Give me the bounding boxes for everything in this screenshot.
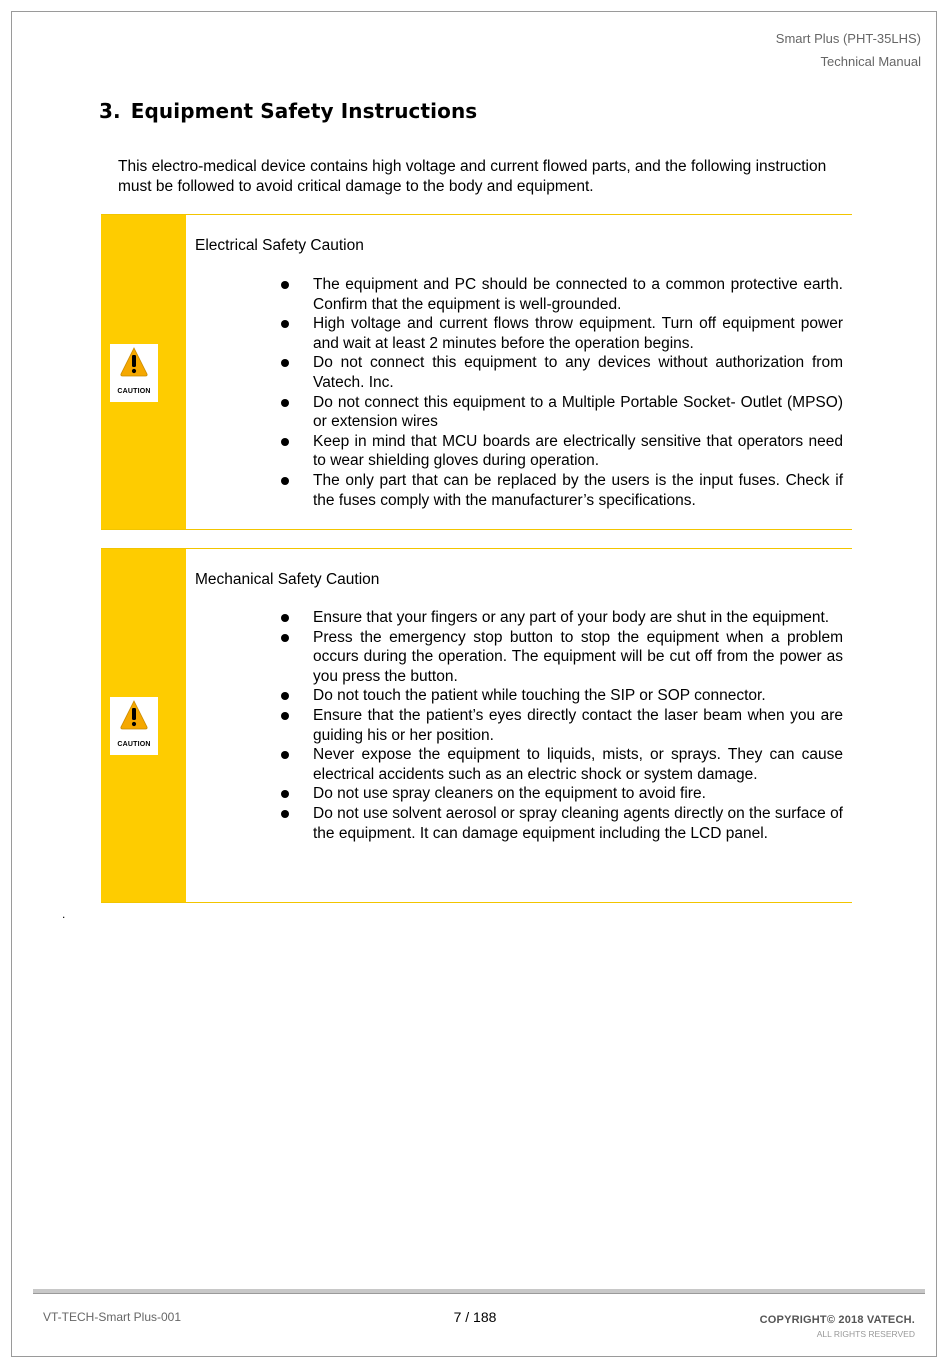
- section-intro: This electro-medical device contains high voltage and current flowed parts, and the following instruction must be followed to avoid critical damage to the body and equipment.: [118, 158, 827, 195]
- caution-icon: [110, 344, 158, 402]
- bullet-icon: [281, 320, 289, 328]
- bullet-icon: [281, 399, 289, 407]
- footer-rights: ALL RIGHTS RESERVED: [816, 1329, 915, 1339]
- page-total: 188: [473, 1309, 497, 1325]
- list-item: The equipment and PC should be connected to a common protective earth. Confirm that the equipment is well-grounded.: [281, 275, 843, 314]
- caution-sidebar: [101, 549, 186, 902]
- list-item: The only part that can be replaced by the users is the input fuses. Check if the fuses comply with the manufacturer’s specifications.: [281, 471, 843, 510]
- list-item: Do not connect this equipment to a Multiple Portable Socket- Outlet (MPSO) or extension wires: [281, 393, 843, 432]
- bullet-icon: [281, 614, 289, 622]
- list-item: Do not touch the patient while touching the SIP or SOP connector.: [281, 686, 843, 706]
- caution-icon-label: CAUTION: [117, 388, 151, 395]
- list-item: Do not use spray cleaners on the equipment to avoid fire.: [281, 784, 843, 804]
- bullet-icon: [281, 634, 289, 642]
- list-item: Ensure that your fingers or any part of your body are shut in the equipment.: [281, 608, 843, 628]
- bullet-icon: [281, 712, 289, 720]
- mechanical-caution-box: [101, 548, 852, 903]
- list-item: Press the emergency stop button to stop the equipment when a problem occurs during the operation. The equipment will be cut off from the power as you press the button.: [281, 628, 843, 687]
- list-item: Never expose the equipment to liquids, mists, or sprays. They can cause electrical accidents such as an electric shock or system damage.: [281, 745, 843, 784]
- bullet-icon: [281, 810, 289, 818]
- footer-copyright: COPYRIGHT© 2018 VATECH.: [759, 1314, 915, 1326]
- header-product: Smart Plus (PHT-35LHS): [775, 31, 921, 46]
- bullet-icon: [281, 692, 289, 700]
- bullet-icon: [281, 790, 289, 798]
- footer-rule: [33, 1289, 925, 1294]
- bullet-icon: [281, 751, 289, 759]
- list-item: Do not use solvent aerosol or spray cleaning agents directly on the surface of the equipment. It can damage equipment including the LCD panel.: [281, 804, 843, 843]
- warning-triangle-icon: [120, 700, 148, 730]
- footer-doc-id: VT-TECH-Smart Plus-001: [43, 1310, 182, 1324]
- bullet-icon: [281, 438, 289, 446]
- bullet-icon: [281, 359, 289, 367]
- bullet-icon: [281, 281, 289, 289]
- section-number: 3.: [99, 99, 121, 123]
- caution-icon-label: CAUTION: [117, 741, 151, 748]
- stray-mark: .: [62, 907, 66, 921]
- list-item: Do not connect this equipment to any devices without authorization from Vatech. Inc.: [281, 353, 843, 392]
- electrical-heading: Electrical Safety Caution: [195, 237, 364, 254]
- caution-sidebar: [101, 215, 186, 529]
- page-current: 7: [453, 1309, 462, 1325]
- list-item: Ensure that the patient’s eyes directly contact the laser beam when you are guiding his or her position.: [281, 706, 843, 745]
- mechanical-list: [281, 608, 843, 843]
- bullet-icon: [281, 477, 289, 485]
- page-separator: /: [465, 1309, 470, 1325]
- header-doc-type: Technical Manual: [820, 54, 921, 69]
- electrical-caution-box: [101, 214, 852, 530]
- section-title: [99, 99, 477, 123]
- list-item: Keep in mind that MCU boards are electrically sensitive that operators need to wear shielding gloves during operation.: [281, 432, 843, 471]
- warning-triangle-icon: [120, 347, 148, 377]
- caution-icon: [110, 697, 158, 755]
- list-item: High voltage and current flows throw equipment. Turn off equipment power and wait at least 2 minutes before the operation begins.: [281, 314, 843, 353]
- electrical-list: [281, 275, 843, 510]
- mechanical-heading: Mechanical Safety Caution: [195, 571, 380, 588]
- section-title-text: Equipment Safety Instructions: [130, 99, 478, 123]
